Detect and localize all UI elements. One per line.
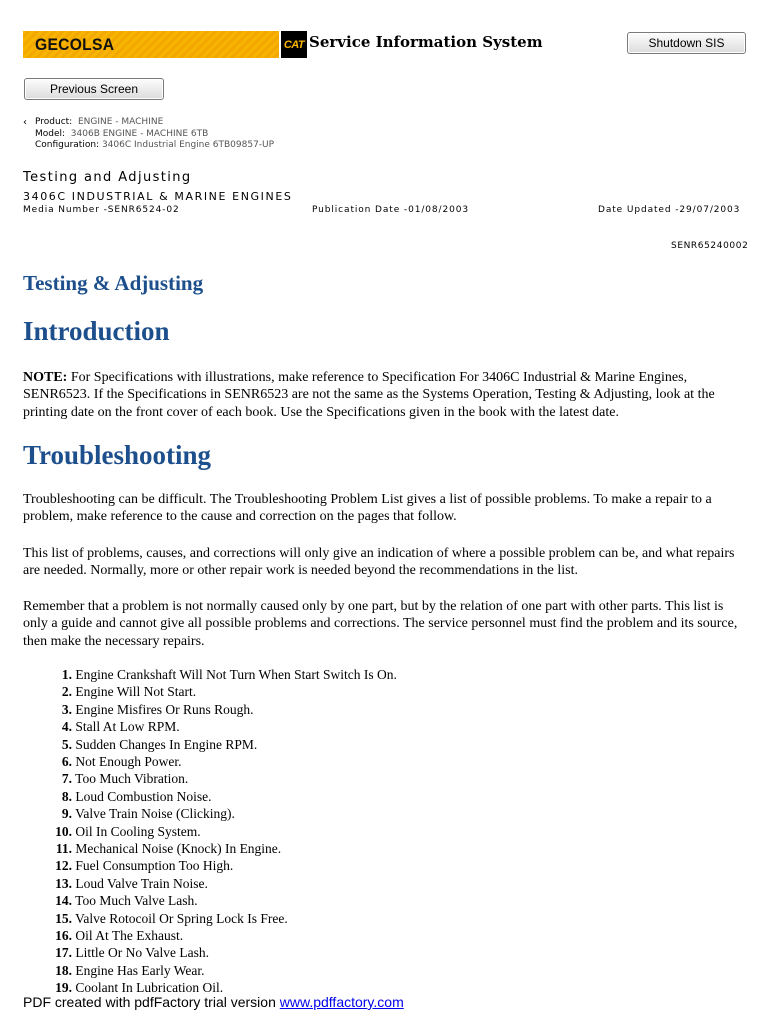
note-label: NOTE: — [23, 370, 68, 385]
problem-text: Engine Crankshaft Will Not Turn When Start Switch Is On. — [75, 667, 397, 682]
problem-item — [0, 876, 208, 892]
configuration-value: 3406C Industrial Engine 6TB09857-UP — [101, 140, 275, 150]
problem-number: 4. — [61, 719, 72, 735]
document-id: SENR65240002 — [671, 241, 749, 251]
problem-item — [0, 702, 254, 718]
problem-text: Oil In Cooling System. — [75, 823, 201, 839]
date-updated: Date Updated -29/07/2003 — [598, 205, 741, 215]
troubleshooting-heading: Troubleshooting — [23, 440, 212, 470]
section-heading: Testing & Adjusting — [23, 271, 204, 295]
problem-number: 1. — [61, 667, 72, 682]
problem-text: Valve Rotocoil Or Spring Lock Is Free. — [75, 910, 288, 926]
problem-number: 15. — [55, 910, 72, 926]
problem-number: 2. — [61, 684, 72, 700]
troubleshooting-paragraph: This list of problems, causes, and corrections will only give an indication of where a possible problem can be, and what repairs are needed. Normally, more or other repair work is needed beyond the recommendations in the list. — [23, 546, 735, 579]
problem-item — [0, 806, 235, 822]
app-title: Service Information System — [309, 33, 543, 51]
problem-item — [0, 789, 212, 805]
problem-number: 10. — [55, 823, 72, 839]
problem-item — [0, 771, 188, 787]
pdf-footer — [23, 994, 404, 1010]
configuration-label: Configuration: — [35, 140, 100, 150]
problem-text: Coolant In Lubrication Oil. — [75, 980, 224, 996]
collapse-arrow-icon[interactable]: ‹ — [23, 117, 27, 128]
problem-number: 3. — [61, 701, 72, 717]
problem-text: Engine Will Not Start. — [75, 684, 197, 700]
problem-text: Stall At Low RPM. — [75, 719, 180, 735]
problem-text: Engine Misfires Or Runs Rough. — [75, 701, 254, 717]
problem-item — [0, 841, 281, 857]
problem-item — [0, 963, 205, 979]
problem-item — [0, 928, 183, 944]
problem-item — [0, 858, 233, 874]
problem-number: 8. — [61, 788, 72, 804]
problem-item — [0, 945, 209, 961]
problem-item — [0, 719, 180, 735]
publication-date: Publication Date -01/08/2003 — [312, 205, 469, 215]
problem-number: 14. — [55, 893, 72, 909]
problem-number: 11. — [55, 841, 72, 856]
problem-item — [0, 911, 288, 927]
problem-number: 18. — [55, 962, 72, 978]
problem-text: Not Enough Power. — [75, 754, 182, 769]
product-value: ENGINE - MACHINE — [77, 117, 164, 127]
document-subtitle: 3406C INDUSTRIAL & MARINE ENGINES — [23, 190, 293, 203]
problem-text: Fuel Consumption Too High. — [75, 858, 234, 874]
problem-text: Loud Valve Train Noise. — [75, 875, 208, 891]
problem-number: 13. — [55, 875, 72, 891]
problem-item — [0, 754, 182, 770]
model-value: 3406B ENGINE - MACHINE 6TB — [70, 128, 209, 139]
product-row — [35, 117, 274, 129]
problem-text: Engine Has Early Wear. — [75, 962, 205, 978]
problem-number: 12. — [55, 858, 72, 874]
footer-text: PDF created with pdfFactory trial version — [23, 994, 280, 1010]
shutdown-button[interactable]: Shutdown SIS — [627, 32, 746, 54]
troubleshooting-paragraph: Remember that a problem is not normally caused only by one part, but by the relation of one part with other parts. This list is only a guide and cannot give all possible problems and corrections. The service personnel must find the problem and its source, then make the necessary repairs. — [23, 599, 738, 649]
problem-number: 19. — [55, 980, 72, 996]
problem-text: Little Or No Valve Lash. — [75, 945, 209, 961]
model-row — [35, 129, 274, 141]
problem-item — [0, 737, 257, 753]
introduction-heading: Introduction — [23, 316, 170, 346]
problem-number: 16. — [55, 928, 72, 943]
pdffactory-link[interactable]: www.pdffactory.com — [279, 994, 404, 1010]
troubleshooting-paragraph: Troubleshooting can be difficult. The Troubleshooting Problem List gives a list of possible problems. To make a repair to a problem, make reference to the cause and correction on the pages that follow. — [23, 492, 712, 525]
problem-item — [0, 684, 196, 700]
problem-text: Valve Train Noise (Clicking). — [75, 806, 235, 822]
brand-name: GECOLSA — [35, 35, 115, 54]
problem-item — [0, 824, 201, 840]
problem-text: Too Much Valve Lash. — [75, 893, 198, 909]
problem-number: 7. — [61, 771, 72, 787]
problem-item — [0, 893, 198, 909]
product-label: Product: — [35, 117, 73, 127]
cat-logo: CAT — [281, 31, 307, 58]
problem-number: 6. — [61, 754, 72, 769]
document-title: Testing and Adjusting — [23, 170, 192, 185]
problem-number: 5. — [61, 736, 72, 752]
product-info — [35, 117, 274, 152]
media-number: Media Number -SENR6524-02 — [23, 205, 180, 215]
previous-screen-button[interactable]: Previous Screen — [24, 78, 164, 100]
configuration-row — [35, 140, 274, 152]
note-paragraph — [23, 369, 749, 421]
problem-text: Loud Combustion Noise. — [75, 788, 212, 804]
problem-text: Too Much Vibration. — [75, 771, 189, 787]
problem-number: 17. — [55, 945, 72, 961]
model-label: Model: — [35, 128, 66, 139]
problem-text: Sudden Changes In Engine RPM. — [75, 736, 258, 752]
problem-text: Oil At The Exhaust. — [75, 928, 184, 943]
note-text: For Specifications with illustrations, make reference to Specification For 3406C Industrial & Marine Engines, SENR6523. If the Specifications in SENR6523 are not the same as the Systems Operation, Testing & Adjusting, look at the printing date on the front cover of each book. Use the Specifications given in the book with the latest date. — [23, 370, 715, 420]
problem-item — [0, 667, 397, 683]
problem-text: Mechanical Noise (Knock) In Engine. — [75, 841, 282, 856]
problem-number: 9. — [61, 806, 72, 822]
